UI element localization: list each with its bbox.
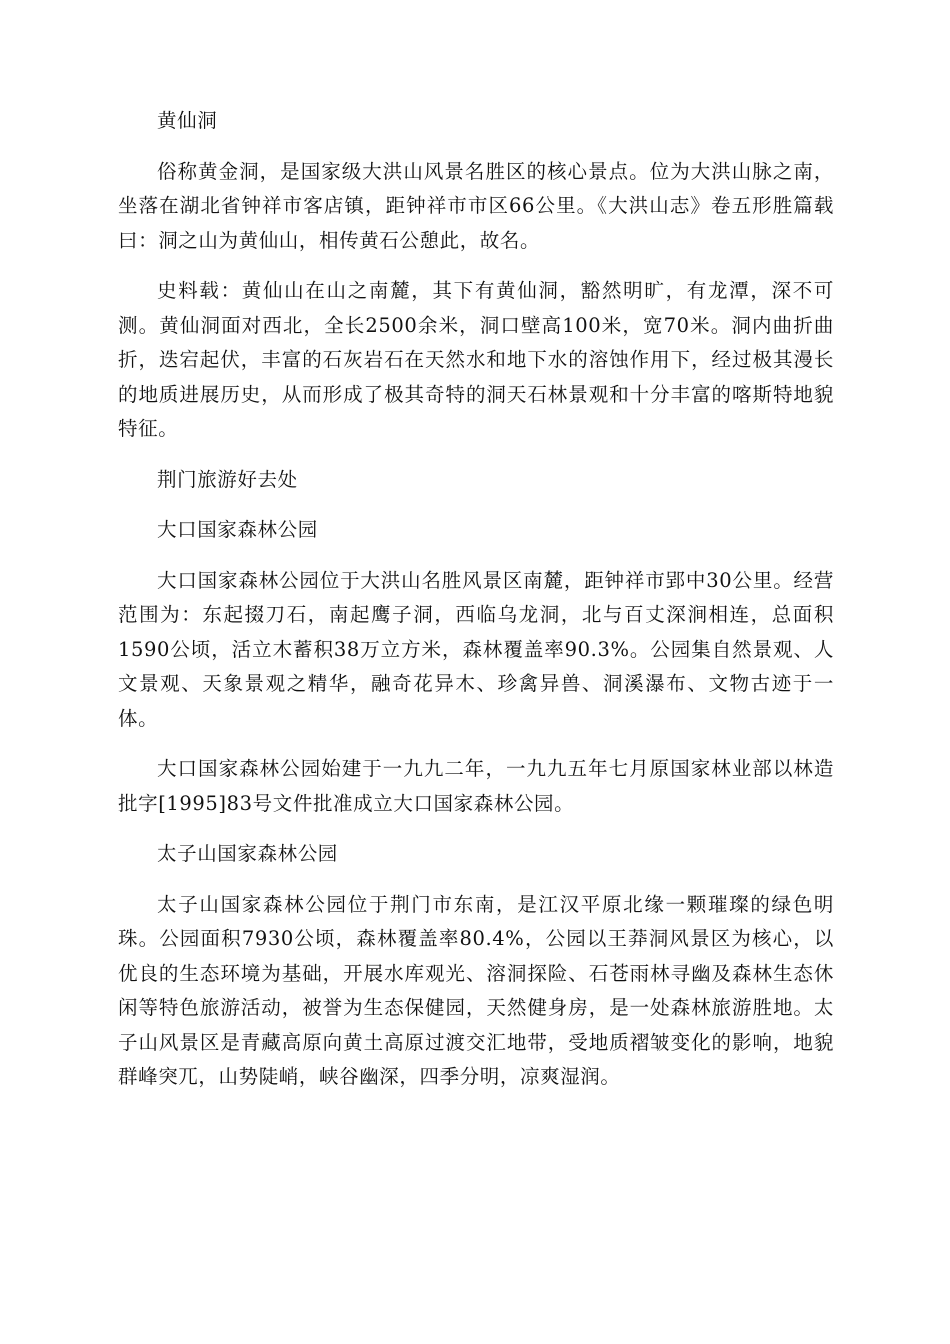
document-page	[118, 104, 834, 1111]
section-heading-jingmen-travel: 荆门旅游好去处	[157, 467, 298, 491]
paragraph-huangxian-intro: 俗称黄金洞，是国家级大洪山风景名胜区的核心景点。位为大洪山脉之南，坐落在湖北省钟祥市客店镇，距钟祥市市区66公里。《大洪山志》卷五形胜篇载曰：洞之山为黄仙山，相传黄石公憩此，故名。	[118, 159, 834, 252]
paragraph-huangxian-history: 史料载：黄仙山在山之南麓，其下有黄仙洞，豁然明旷，有龙潭，深不可测。黄仙洞面对西北，全长2500余米，洞口壁高100米，宽70米。洞内曲折曲折，迭宕起伏，丰富的石灰岩石在天然水和地下水的溶蚀作用下，经过极其漫长的地质进展历史，从而形成了极其奇特的洞天石林景观和十分丰富的喀斯特地貌特征。	[118, 279, 834, 440]
section-heading-taizishan-park: 太子山国家森林公园	[157, 842, 338, 865]
paragraph-dakou-intro: 大口国家森林公园位于大洪山名胜风景区南麓，距钟祥市郢中30公里。经营范围为：东起掇刀石，南起鹰子洞，西临乌龙洞，北与百丈深涧相连，总面积1590公顷，活立木蓄积38万立方米，森林覆盖率90.3%。公园集自然景观、人文景观、天象景观之精华，融奇花异木、珍禽异兽、洞溪瀑布、文物古迹于一体。	[118, 568, 834, 730]
section-heading-huangxian-cave: 黄仙洞	[157, 109, 218, 132]
paragraph-dakou-history: 大口国家森林公园始建于一九九二年，一九九五年七月原国家林业部以林造批字[1995]83号文件批准成立大口国家森林公园。	[118, 757, 834, 815]
section-heading-dakou-park: 大口国家森林公园	[157, 518, 318, 541]
paragraph-taizishan-intro: 太子山国家森林公园位于荆门市东南，是江汉平原北缘一颗璀璨的绿色明珠。公园面积7930公顷，森林覆盖率80.4%，公园以王莽洞风景区为核心，以优良的生态环境为基础，开展水库观光、溶洞探险、石苍雨林寻幽及森林生态休闲等特色旅游活动，被誉为生态保健园，天然健身房，是一处森林旅游胜地。太子山风景区是青藏高原向黄土高原过渡交汇地带，受地质褶皱变化的影响，地貌群峰突兀，山势陡峭，峡谷幽深，四季分明，凉爽湿润。	[118, 892, 834, 1088]
